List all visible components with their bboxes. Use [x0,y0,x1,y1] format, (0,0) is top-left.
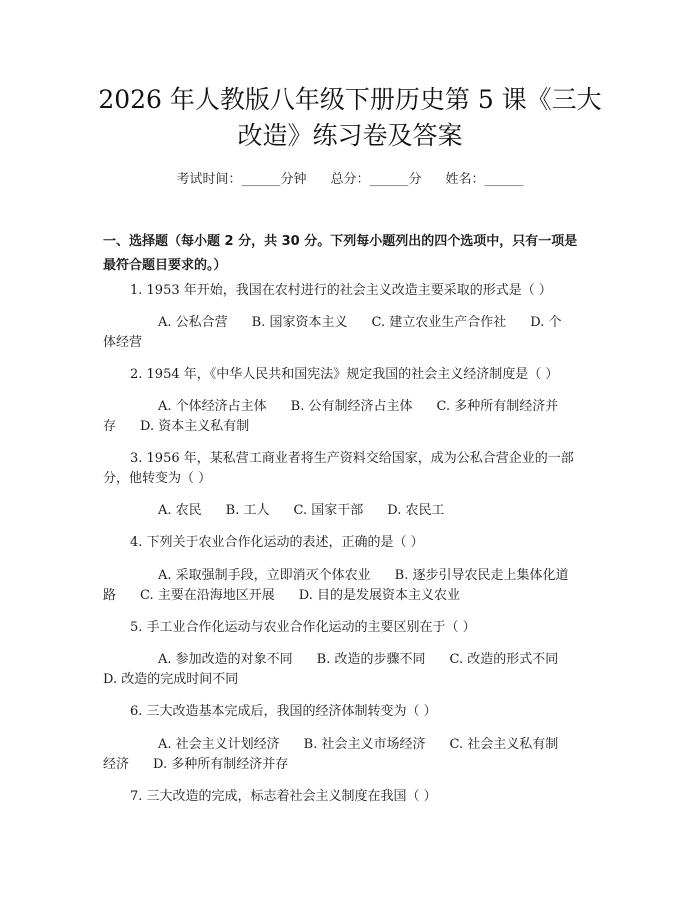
question-6-option-c-cont: 经济 [103,757,130,772]
question-6-options-line1 [158,735,558,755]
question-6-option-d: D. 多种所有制经济并存 [153,757,289,772]
question-4-options-line2 [103,586,460,606]
question-6-options-line2 [103,755,288,775]
question-5-options-line2 [103,670,238,690]
question-3-stem-line2: 分，他转变为（ ） [103,471,212,486]
question-2-stem: 2. 1954 年，《中华人民共和国宪法》规定我国的社会主义经济制度是（ ） [130,367,559,382]
question-2-option-c: C. 多种所有制经济并 [436,399,559,414]
question-4-option-d: D. 目的是发展资本主义农业 [298,588,460,603]
question-1-option-a: A. 公私合营 [158,315,228,330]
question-3-option-b: B. 工人 [225,503,270,518]
question-2-option-c-cont: 存 [103,419,117,434]
question-4-options-line1 [158,566,568,586]
section-heading-line2: 最符合题目要求的。） [103,258,227,273]
question-4-option-b: B. 逐步引导农民走上集体化道 [394,568,569,583]
question-3-stem-line1: 3. 1956 年，某私营工商业者将生产资料交给国家，成为公私合营企业的一部 [130,451,574,466]
question-6-option-c: C. 社会主义私有制 [449,737,559,752]
question-5-option-b: B. 改造的步骤不同 [316,652,426,667]
question-7-stem: 7. 三大改造的完成，标志着社会主义制度在我国（ ） [130,789,437,804]
question-4-option-b-cont: 路 [103,588,117,603]
exam-meta [0,168,700,187]
question-3-option-c: C. 国家干部 [293,503,364,518]
question-4-option-a: A. 采取强制手段，立即消灭个体农业 [158,568,371,583]
question-5-option-a: A. 参加改造的对象不同 [158,652,293,667]
total-score-field: 总分：______分 [330,172,422,187]
question-6-option-b: B. 社会主义市场经济 [303,737,426,752]
question-1-option-d: D. 个 [530,315,562,330]
question-6-option-a: A. 社会主义计划经济 [158,737,280,752]
question-3-option-a: A. 农民 [158,503,202,518]
exam-time-field: 考试时间：______分钟 [176,172,307,187]
question-1-option-c: C. 建立农业生产合作社 [371,315,507,330]
question-5-stem: 5. 手工业合作化运动与农业合作化运动的主要区别在于（ ） [130,620,476,635]
question-1-option-b: B. 国家资本主义 [251,315,348,330]
question-1-stem: 1. 1953 年开始，我国在农村进行的社会主义改造主要采取的形式是（ ） [130,283,552,298]
question-1-options-line2 [103,333,142,353]
document-title-line1: 2026 年人教版八年级下册历史第 5 课《三大 [98,85,602,114]
question-2-options-line1 [158,397,558,417]
question-5-option-c: C. 改造的形式不同 [449,652,559,667]
section-heading-line1: 一、选择题（每小题 2 分，共 30 分。下列每小题列出的四个选项中，只有一项是 [103,234,578,249]
question-5-options-line1 [158,650,558,670]
section-heading [103,230,603,278]
question-3-option-d: D. 农民工 [387,503,445,518]
question-1-option-d-cont: 体经营 [103,335,143,350]
document-title-line2: 改造》练习卷及答案 [237,121,463,150]
question-5-option-d: D. 改造的完成时间不同 [103,672,239,687]
question-6-stem: 6. 三大改造基本完成后，我国的经济体制转变为（ ） [130,704,437,719]
question-1-options-line1 [158,313,561,333]
question-2-option-d: D. 资本主义私有制 [140,419,250,434]
question-2-option-b: B. 公有制经济占主体 [290,399,413,414]
name-field: 姓名：______ [445,172,524,187]
question-2-option-a: A. 个体经济占主体 [158,399,267,414]
question-4-option-c: C. 主要在沿海地区开展 [140,588,275,603]
question-4-stem: 4. 下列关于农业合作化运动的表述，正确的是（ ） [130,535,424,550]
question-2-options-line2 [103,417,249,437]
question-3-options-line1 [158,501,444,521]
